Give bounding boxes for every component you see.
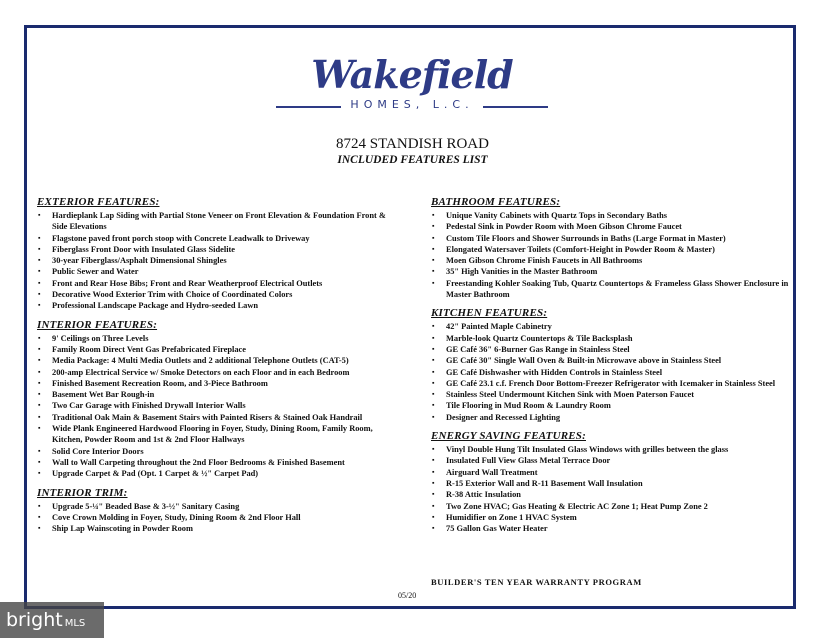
feature-list (431, 210, 791, 300)
feature-item: ▪ Tile Flooring in Mud Room & Laundry Room (431, 400, 791, 411)
feature-item: ▪ Marble-look Quartz Countertops & Tile Backsplash (431, 333, 791, 344)
feature-item: ▪ Family Room Direct Vent Gas Prefabricated Fireplace (37, 344, 395, 355)
company-logo (276, 52, 548, 115)
watermark-brand: bright (6, 609, 63, 631)
logo-rule-right (483, 106, 548, 108)
feature-item: ▪ Cove Crown Molding in Foyer, Study, Dining Room & 2nd Floor Hall (37, 512, 395, 523)
feature-item: ▪ Ship Lap Wainscoting in Powder Room (37, 523, 395, 534)
feature-list (37, 210, 395, 312)
feature-item: ▪ Traditional Oak Main & Basement Stairs with Painted Risers & Stained Oak Handrail (37, 412, 395, 423)
feature-item: ▪ 30-year Fiberglass/Asphalt Dimensional Shingles (37, 255, 395, 266)
feature-item: ▪ Solid Core Interior Doors (37, 446, 395, 457)
feature-item: ▪ 75 Gallon Gas Water Heater (431, 523, 791, 534)
bright-mls-watermark (0, 602, 104, 638)
feature-item: ▪ Front and Rear Hose Bibs; Front and Rear Weatherproof Electrical Outlets (37, 278, 395, 289)
warranty-note: BUILDER'S TEN YEAR WARRANTY PROGRAM (431, 577, 642, 587)
document-title: 8724 STANDISH ROAD (336, 136, 489, 152)
feature-item: ▪ 200-amp Electrical Service w/ Smoke Detectors on each Floor and in each Bedroom (37, 367, 395, 378)
feature-item: ▪ R-38 Attic Insulation (431, 489, 791, 500)
feature-item: ▪ GE Café Dishwasher with Hidden Controls in Stainless Steel (431, 367, 791, 378)
feature-item: ▪ 42" Painted Maple Cabinetry (431, 321, 791, 332)
feature-item: ▪ Basement Wet Bar Rough-in (37, 389, 395, 400)
feature-list (37, 501, 395, 535)
logo-script-text: Wakefield (311, 52, 513, 97)
feature-item: ▪ Designer and Recessed Lighting (431, 412, 791, 423)
section-kitchen-features (431, 307, 791, 423)
feature-item: ▪ Elongated Watersaver Toilets (Comfort-Height in Powder Room & Master) (431, 244, 791, 255)
logo-subtext: HOMES, L.C. (350, 98, 474, 111)
section-bathroom-features (431, 196, 791, 300)
feature-item: ▪ Vinyl Double Hung Tilt Insulated Glass Windows with grilles between the glass (431, 444, 791, 455)
section-heading: KITCHEN FEATURES: (431, 307, 548, 320)
feature-item: ▪ Decorative Wood Exterior Trim with Choice of Coordinated Colors (37, 289, 395, 300)
feature-item: ▪ Freestanding Kohler Soaking Tub, Quartz Countertops & Frameless Glass Shower Enclosure in Master Bathroom (431, 278, 791, 301)
section-heading: BATHROOM FEATURES: (431, 196, 561, 208)
feature-item: ▪ Hardieplank Lap Siding with Partial Stone Veneer on Front Elevation & Foundation Front & Side Elevations (37, 210, 395, 233)
feature-item: ▪ Two Zone HVAC; Gas Heating & Electric AC Zone 1; Heat Pump Zone 2 (431, 501, 791, 512)
feature-item: ▪ Unique Vanity Cabinets with Quartz Tops in Secondary Baths (431, 210, 791, 221)
section-exterior-features (37, 196, 395, 312)
feature-item: ▪ R-15 Exterior Wall and R-11 Basement Wall Insulation (431, 478, 791, 489)
feature-list (431, 444, 791, 534)
section-heading: ENERGY SAVING FEATURES: (431, 430, 586, 443)
feature-item: ▪ Finished Basement Recreation Room, and 3-Piece Bathroom (37, 378, 395, 389)
feature-item: ▪ GE Café 30" Single Wall Oven & Built-in Microwave above in Stainless Steel (431, 355, 791, 366)
feature-item: ▪ Insulated Full View Glass Metal Terrace Door (431, 455, 791, 466)
feature-item: ▪ GE Café 23.1 c.f. French Door Bottom-Freezer Refrigerator with Icemaker in Stainless Steel (431, 378, 791, 389)
section-heading: EXTERIOR FEATURES: (37, 196, 160, 208)
feature-item: ▪ Wall to Wall Carpeting throughout the 2nd Floor Bedrooms & Finished Basement (37, 457, 395, 468)
feature-item: ▪ Upgrade 5-¼" Beaded Base & 3-½" Sanitary Casing (37, 501, 395, 512)
feature-list (431, 321, 791, 423)
revision-date: 05/20 (398, 591, 417, 600)
feature-item: ▪ Upgrade Carpet & Pad (Opt. 1 Carpet & ½" Carpet Pad) (37, 468, 395, 479)
document-subtitle: INCLUDED FEATURES LIST (337, 154, 488, 166)
logo-rule-left (276, 106, 341, 108)
feature-item: ▪ Two Car Garage with Finished Drywall Interior Walls (37, 400, 395, 411)
feature-item: ▪ Stainless Steel Undermount Kitchen Sink with Moen Paterson Faucet (431, 389, 791, 400)
section-interior-features (37, 319, 395, 480)
feature-item: ▪ Public Sewer and Water (37, 266, 395, 277)
feature-item: ▪ 9' Ceilings on Three Levels (37, 333, 395, 344)
feature-list (37, 333, 395, 480)
feature-item: ▪ Custom Tile Floors and Shower Surrounds in Baths (Large Format in Master) (431, 233, 791, 244)
feature-item: ▪ Wide Plank Engineered Hardwood Flooring in Foyer, Study, Dining Room, Family Room, Kitchen, Powder Room and 1st & 2nd Floor Hallways (37, 423, 395, 446)
left-column (37, 196, 395, 541)
feature-item: ▪ 35" High Vanities in the Master Bathroom (431, 266, 791, 277)
section-energy-saving-features (431, 430, 791, 534)
right-column (431, 196, 791, 541)
feature-item: ▪ Airguard Wall Treatment (431, 467, 791, 478)
feature-item: ▪ Fiberglass Front Door with Insulated Glass Sidelite (37, 244, 395, 255)
feature-item: ▪ Humidifier on Zone 1 HVAC System (431, 512, 791, 523)
section-heading: INTERIOR FEATURES: (37, 318, 158, 331)
feature-item: ▪ GE Café 36" 6-Burner Gas Range in Stainless Steel (431, 344, 791, 355)
feature-item: ▪ Moen Gibson Chrome Finish Faucets in All Bathrooms (431, 255, 791, 266)
feature-item: ▪ Flagstone paved front porch stoop with Concrete Leadwalk to Driveway (37, 233, 395, 244)
feature-item: ▪ Pedestal Sink in Powder Room with Moen Gibson Chrome Faucet (431, 221, 791, 232)
section-heading: INTERIOR TRIM: (37, 486, 128, 499)
feature-item: ▪ Media Package: 4 Multi Media Outlets and 2 additional Telephone Outlets (CAT-5) (37, 355, 395, 366)
watermark-suffix: MLS (64, 618, 86, 629)
section-interior-trim (37, 487, 395, 535)
feature-item: ▪ Professional Landscape Package and Hydro-seeded Lawn (37, 300, 395, 311)
